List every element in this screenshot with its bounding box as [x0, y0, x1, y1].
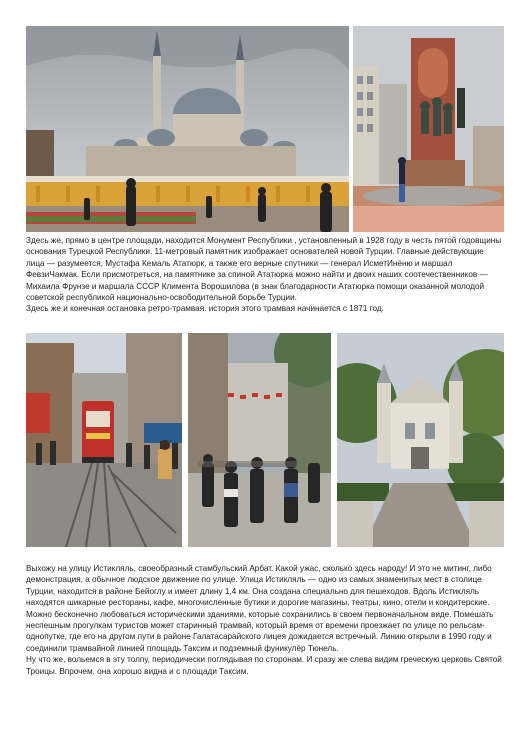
monument-text: Здесь же, прямо в центре площади, находится Монумент Республики , установленный в 1928 году в честь пятой годовщины основания Турецкой Республики. 11-метровый памятник изображает основателей новой Турции. Главные действующие лица — разумеется, Мустафа Кемаль Ататюрк, а также его верные спутники — генерал ИсметИнёню и маршал ФевзиЧакмак. Если присмотреться, на памятнике за спиной Ататюрка можно найти и двоих наших соотечественников — Михаила Фрунзе и маршала СССР Климента Ворошилова (в знак благодарности Ататюрка помощи оказанной молодой советской республикой национально-освободительной борьбе Турции. — [26, 236, 502, 303]
crowd-image — [188, 333, 331, 547]
paragraph-istiklal — [26, 563, 504, 677]
mosque-image — [26, 26, 349, 232]
photo-church — [337, 333, 504, 547]
church-image — [337, 333, 504, 547]
church-text: Ну что же, вольемся в эту толпу, периодически поглядывая по сторонам. И сразу же слева видим греческую церковь Святой Троицы. Впрочем, она хорошо видна и с площади Таксим. — [26, 655, 502, 676]
tram-intro-text: Здесь же и конечная остановка ретро-трамвая. история этого трамвая начинается с 1871 год. — [26, 304, 384, 314]
istiklal-text: Выхожу на улицу Истикляль, своеобразный стамбульский Арбат. Какой ужас, сколько здесь народу! И это не митинг, либо демонстрация, а обычное людское движение по улице. Улица Истикляль — одно из самых знаменитых мест в столице Турции, находится в районе Бейоглу и имеет длину 1,4 км. Она создана специально для пешеходов. Вдоль Истикляль находятся шикарные рестораны, кафе, многочисленные бутики и дорогие магазины, театры, кино, отели и кондитерские. Можно бесконечно любоваться историческими зданиями, которые сохранились в своем первоначальном виде. Помешать неспешным прогулкам туристов может старинный трамвай, который время от времени проезжает по улице по рельсам- однопутке, где его на другом пути в районе Галатасарайского лицея дожидается встречный. Линию открыли в 1990 году и соединили трамвайной линией площадь Таксим и подземный фуникулёр Тюнель. — [26, 564, 494, 653]
monument-image — [353, 26, 504, 232]
photo-mosque — [26, 26, 349, 232]
photo-monument — [353, 26, 504, 232]
paragraph-monument — [26, 235, 504, 315]
photo-tram — [26, 333, 182, 547]
photo-crowd — [188, 333, 331, 547]
tram-image — [26, 333, 182, 547]
